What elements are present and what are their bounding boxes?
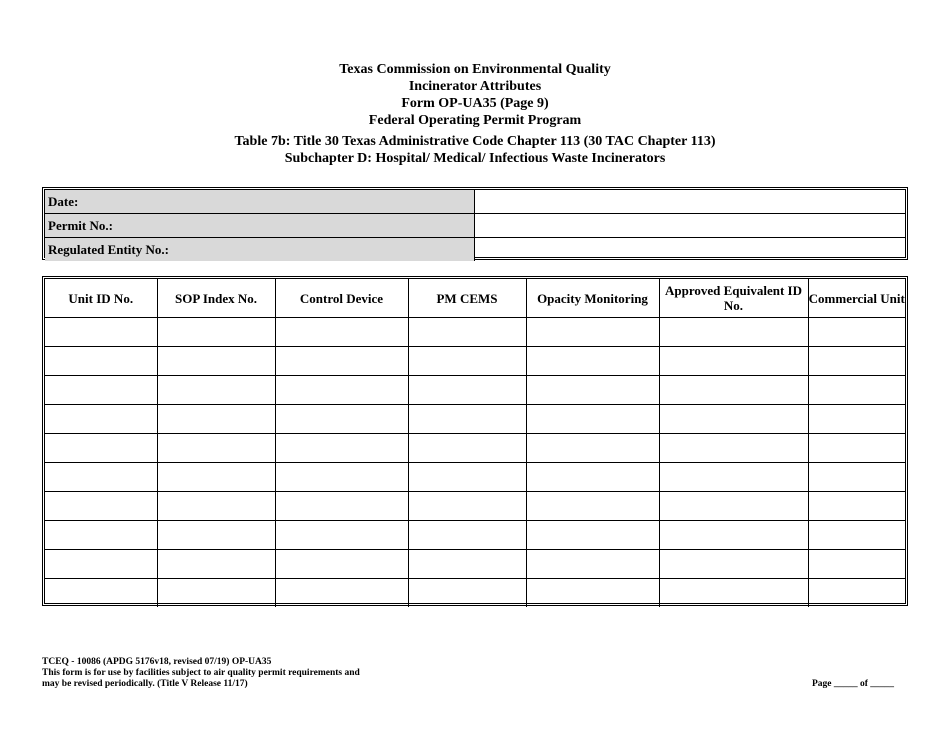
table-row: [45, 376, 905, 405]
table-cell[interactable]: [157, 376, 275, 405]
table-cell[interactable]: [408, 521, 526, 550]
form-note-2: may be revised periodically. (Title V Release 11/17): [42, 679, 248, 689]
table-body: [45, 318, 905, 608]
table-title-line-2: Subchapter D: Hospital/ Medical/ Infectious Waste Incinerators: [284, 151, 666, 166]
incinerator-table: [42, 276, 908, 606]
table-cell[interactable]: [808, 434, 905, 463]
table-row: [45, 347, 905, 376]
table-cell[interactable]: [808, 550, 905, 579]
table-cell[interactable]: [157, 579, 275, 608]
table-cell[interactable]: [659, 521, 808, 550]
table-cell[interactable]: [526, 347, 659, 376]
table-cell[interactable]: [275, 318, 408, 347]
page-number: Page _____ of _____: [812, 679, 895, 689]
col-sop-index: SOP Index No.: [157, 279, 275, 318]
table-cell[interactable]: [275, 434, 408, 463]
table-cell[interactable]: [808, 463, 905, 492]
table-cell[interactable]: [45, 463, 157, 492]
table-cell[interactable]: [408, 579, 526, 608]
table-cell[interactable]: [45, 318, 157, 347]
table-row: [45, 463, 905, 492]
table-cell[interactable]: [408, 463, 526, 492]
info-table: [42, 187, 908, 260]
table-cell[interactable]: [45, 405, 157, 434]
table-row: [45, 434, 905, 463]
table-cell[interactable]: [808, 376, 905, 405]
table-cell[interactable]: [526, 376, 659, 405]
table-cell[interactable]: [157, 521, 275, 550]
date-label: Date:: [45, 190, 475, 213]
table-cell[interactable]: [157, 463, 275, 492]
table-cell[interactable]: [45, 521, 157, 550]
col-commercial-unit: Commercial Unit: [808, 279, 905, 318]
table-cell[interactable]: [45, 434, 157, 463]
table-row: [45, 521, 905, 550]
table-row: [45, 492, 905, 521]
table-cell[interactable]: [275, 579, 408, 608]
col-approved-equivalent: Approved Equivalent ID No.: [659, 279, 808, 318]
col-unit-id: Unit ID No.: [45, 279, 157, 318]
permit-label: Permit No.:: [45, 214, 475, 237]
table-cell[interactable]: [157, 550, 275, 579]
table-cell[interactable]: [408, 434, 526, 463]
permit-field[interactable]: [475, 214, 905, 237]
table-cell[interactable]: [808, 521, 905, 550]
permit-row: [45, 214, 905, 238]
table-cell[interactable]: [157, 492, 275, 521]
table-row: [45, 550, 905, 579]
form-footer: [42, 657, 360, 690]
entity-row: [45, 238, 905, 261]
table-cell[interactable]: [408, 405, 526, 434]
table-cell[interactable]: [808, 347, 905, 376]
table-cell[interactable]: [526, 550, 659, 579]
table-cell[interactable]: [408, 318, 526, 347]
table-cell[interactable]: [45, 376, 157, 405]
form-revision: TCEQ - 10086 (APDG 5176v18, revised 07/19) OP-UA35: [42, 657, 272, 667]
table-cell[interactable]: [157, 318, 275, 347]
table-cell[interactable]: [659, 492, 808, 521]
table-cell[interactable]: [275, 405, 408, 434]
table-cell[interactable]: [45, 579, 157, 608]
table-cell[interactable]: [526, 318, 659, 347]
table-cell[interactable]: [45, 492, 157, 521]
table-cell[interactable]: [659, 550, 808, 579]
date-field[interactable]: [475, 190, 905, 213]
table-cell[interactable]: [408, 376, 526, 405]
table-cell[interactable]: [659, 579, 808, 608]
table-cell[interactable]: [408, 347, 526, 376]
date-row: [45, 190, 905, 214]
col-pm-cems: PM CEMS: [408, 279, 526, 318]
table-cell[interactable]: [526, 463, 659, 492]
form-number: Form OP-UA35 (Page 9): [401, 96, 549, 111]
header-row: [45, 279, 905, 318]
table-cell[interactable]: [526, 521, 659, 550]
table-cell[interactable]: [659, 347, 808, 376]
form-note-1: This form is for use by facilities subject to air quality permit requirements and: [42, 668, 360, 678]
table-cell[interactable]: [275, 376, 408, 405]
form-subject: Incinerator Attributes: [408, 79, 542, 94]
table-cell[interactable]: [659, 434, 808, 463]
table-cell[interactable]: [808, 318, 905, 347]
table-cell[interactable]: [408, 550, 526, 579]
table-cell[interactable]: [157, 405, 275, 434]
table-cell[interactable]: [526, 405, 659, 434]
table-row: [45, 579, 905, 608]
table-cell[interactable]: [157, 434, 275, 463]
table-cell[interactable]: [275, 347, 408, 376]
table-cell[interactable]: [157, 347, 275, 376]
table-cell[interactable]: [808, 579, 905, 608]
program-name: Federal Operating Permit Program: [368, 113, 582, 128]
table-cell[interactable]: [659, 405, 808, 434]
table-cell[interactable]: [45, 550, 157, 579]
table-cell[interactable]: [659, 463, 808, 492]
table-title: [0, 133, 950, 167]
table-cell[interactable]: [275, 550, 408, 579]
table-row: [45, 318, 905, 347]
table-cell[interactable]: [659, 318, 808, 347]
table-cell[interactable]: [275, 463, 408, 492]
table-cell[interactable]: [659, 376, 808, 405]
table-cell[interactable]: [526, 434, 659, 463]
table-row: [45, 405, 905, 434]
form-header: [0, 61, 950, 129]
entity-field[interactable]: [475, 238, 905, 261]
table-cell[interactable]: [526, 579, 659, 608]
table-title-line-1: Table 7b: Title 30 Texas Administrative Code Chapter 113 (30 TAC Chapter 113): [234, 134, 716, 149]
table-cell[interactable]: [808, 492, 905, 521]
table-cell[interactable]: [808, 405, 905, 434]
table-cell[interactable]: [45, 347, 157, 376]
agency-name: Texas Commission on Environmental Quality: [339, 62, 611, 77]
col-control-device: Control Device: [275, 279, 408, 318]
table-cell[interactable]: [275, 521, 408, 550]
entity-label: Regulated Entity No.:: [45, 238, 475, 261]
table-cell[interactable]: [275, 492, 408, 521]
col-opacity-monitoring: Opacity Monitoring: [526, 279, 659, 318]
table-cell[interactable]: [408, 492, 526, 521]
table-cell[interactable]: [526, 492, 659, 521]
